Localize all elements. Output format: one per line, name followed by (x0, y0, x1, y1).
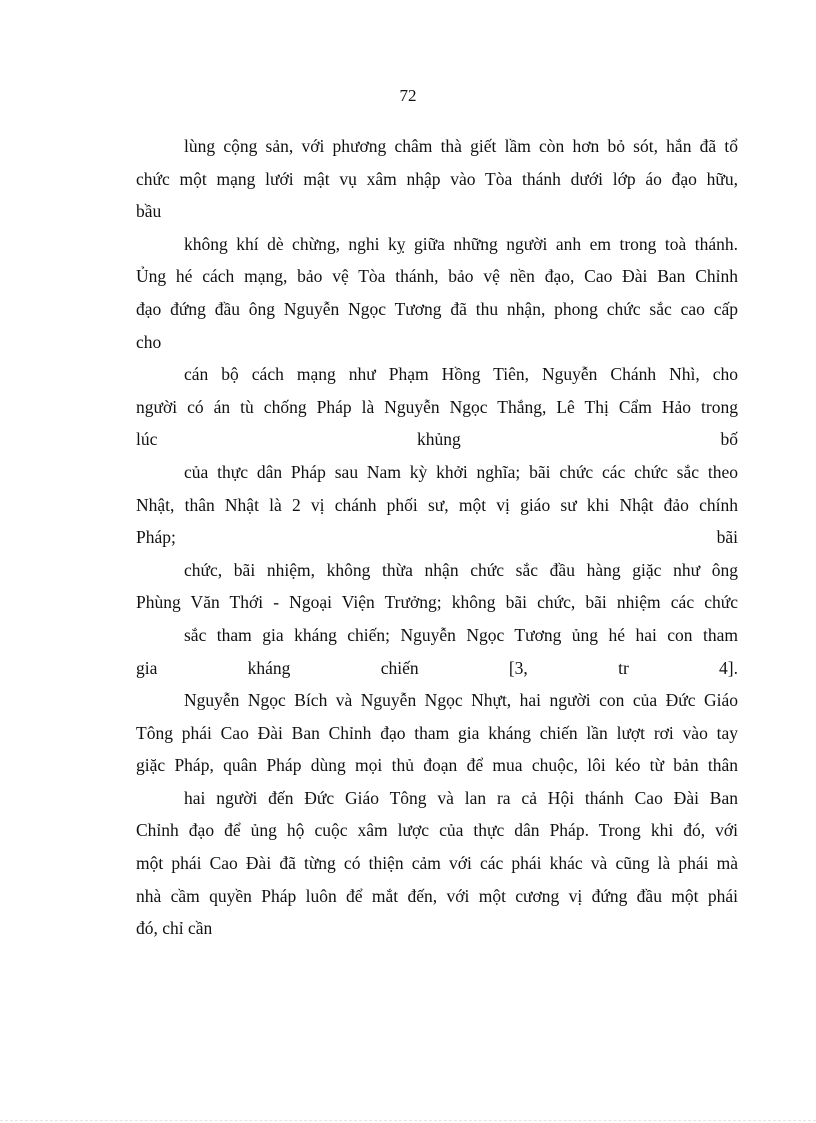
page-number: 72 (399, 86, 417, 105)
text-line: cho (136, 331, 162, 352)
text-line: gia kháng chiến [3, tr 4]. (136, 657, 738, 678)
text-line: Chỉnh đạo để ủng hộ cuộc xâm lược của thực dân Pháp. Trong khi đó, với (136, 820, 738, 841)
page-bottom-divider (0, 1120, 816, 1121)
text-line: Nhật, thân Nhật là 2 vị chánh phối sư, một vị giáo sư khi Nhật đảo chính (136, 494, 738, 515)
text-line: hai người đến Đức Giáo Tông và lan ra cả Hội thánh Cao Đài Ban (184, 787, 738, 808)
text-line: người có án tù chống Pháp là Nguyễn Ngọc Thắng, Lê Thị Cẩm Hảo trong (136, 396, 738, 417)
text-line: Pháp; bãi (136, 527, 738, 548)
text-line: đó, chỉ cần (136, 918, 213, 939)
text-line: cán bộ cách mạng như Phạm Hồng Tiên, Nguyễn Chánh Nhì, cho (184, 364, 738, 385)
text-line: nhà cầm quyền Pháp luôn để mắt đến, với một cương vị đứng đầu một phái (136, 885, 738, 906)
text-line: đạo đứng đầu ông Nguyễn Ngọc Tương đã thu nhận, phong chức sắc cao cấp (136, 298, 738, 319)
text-line: giặc Pháp, quân Pháp dùng mọi thủ đoạn để mua chuộc, lôi kéo từ bản thân (136, 755, 738, 776)
text-line: chức, bãi nhiệm, không thừa nhận chức sắc đầu hàng giặc như ông (184, 559, 738, 580)
text-line: Tông phái Cao Đài Ban Chỉnh đạo tham gia kháng chiến lần lượt rơi vào tay (136, 722, 738, 743)
text-line: chức một mạng lưới mật vụ xâm nhập vào Tòa thánh dưới lớp áo đạo hữu, (136, 168, 738, 189)
text-line: sắc tham gia kháng chiến; Nguyễn Ngọc Tương ủng hé hai con tham (184, 624, 738, 645)
text-line: lúc khủng bố (136, 429, 738, 450)
body-text (136, 130, 738, 945)
text-line: lùng cộng sản, với phương châm thà giết lầm còn hơn bỏ sót, hắn đã tổ (184, 136, 738, 156)
text-line: Ủng hé cách mạng, bảo vệ Tòa thánh, bảo vệ nền đạo, Cao Đài Ban Chỉnh (136, 266, 738, 287)
text-line: của thực dân Pháp sau Nam kỳ khởi nghĩa; bãi chức các chức sắc theo (184, 461, 738, 482)
text-line: không khí dè chừng, nghi kỵ giữa những người anh em trong toà thánh. (184, 233, 738, 254)
text-line: Phùng Văn Thới - Ngoại Viện Trưởng; không bãi chức, bãi nhiệm các chức (136, 592, 738, 613)
text-line: Nguyễn Ngọc Bích và Nguyễn Ngọc Nhựt, hai người con của Đức Giáo (184, 690, 738, 711)
text-line: bầu (136, 201, 162, 222)
text-line: một phái Cao Đài đã từng có thiện cảm với các phái khác và cũng là phái mà (136, 853, 738, 874)
